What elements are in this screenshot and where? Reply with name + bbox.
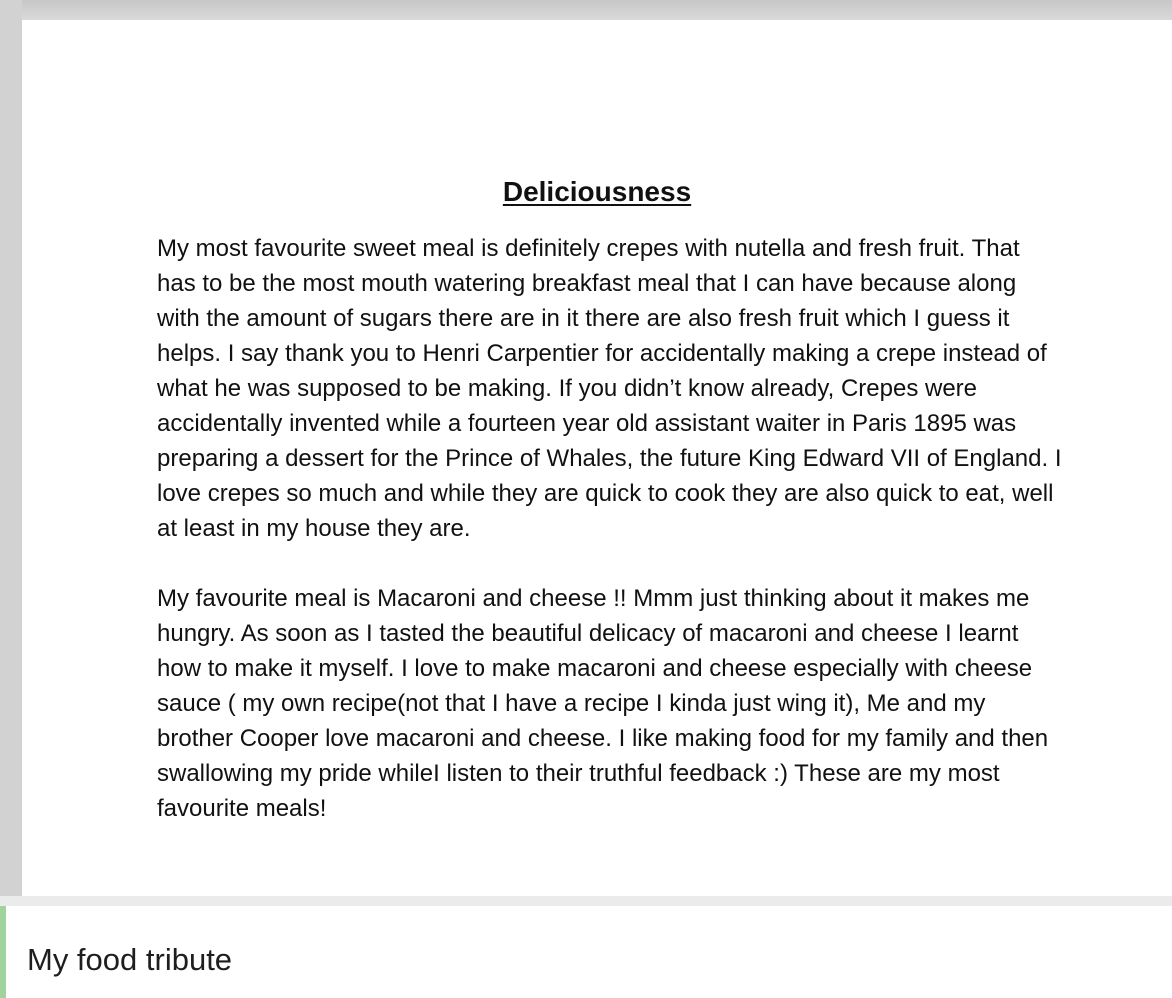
- caption-bar: [0, 906, 1172, 998]
- paragraph-crepes: My most favourite sweet meal is definitely crepes with nutella and fresh fruit. That has to be the most mouth watering breakfast meal that I can have because along with the amount of sugars there are in it there are also fresh fruit which I guess it helps. I say thank you to Henri Carpentier for accidentally making a crepe instead of what he was supposed to be making. If you didn’t know already, Crepes were accidentally invented while a fourteen year old assistant waiter in Paris 1895 was preparing a dessert for the Prince of Whales, the future King Edward VII of England. I love crepes so much and while they are quick to cook they are also quick to eat, well at least in my house they are.: [157, 235, 1062, 542]
- viewer-top-edge: [22, 0, 1172, 20]
- document-title: Deliciousness: [502, 176, 692, 207]
- document-page: [22, 20, 1172, 896]
- document-body: [157, 231, 1062, 861]
- caption-text: My food tribute: [27, 942, 233, 977]
- section-divider: [0, 896, 1172, 906]
- paragraph-macaroni: My favourite meal is Macaroni and cheese !! Mmm just thinking about it makes me hungry. As soon as I tasted the beautiful delicacy of macaroni and cheese I learnt how to make it myself. I love to make macaroni and cheese especially with cheese sauce ( my own recipe(not that I have a recipe I kinda just wing it), Me and my brother Cooper love macaroni and cheese. I like making food for my family and then swallowing my pride whileI listen to their truthful feedback :) These are my most favourite meals!: [157, 585, 1049, 822]
- caption-accent-stripe: [0, 906, 6, 998]
